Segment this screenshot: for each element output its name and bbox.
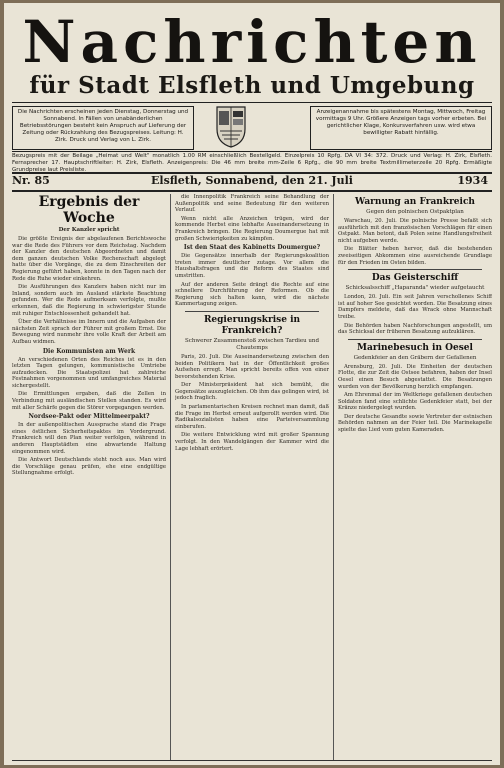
section-subhead: Nordsee-Pakt oder Mittelmeerpakt? xyxy=(28,413,150,421)
paragraph: Die weitere Entwicklung wird mit großer Spannung verfolgt. In den Wandelgängen der Kammer wird die Lage lebhaft erörtert. xyxy=(175,432,329,452)
column-divider xyxy=(333,194,334,760)
issue-number: Nr. 85 xyxy=(12,174,50,187)
paragraph: Am Ehrenmal der im Weltkriege gefallenen deutschen Soldaten fand eine schlichte Gedenkfeier statt, bei der Kränze niedergelegt wurden. xyxy=(338,392,492,412)
town-crest-icon xyxy=(214,103,248,149)
article-byline: Der Kanzler spricht xyxy=(58,227,120,233)
paragraph: Die Blätter heben hervor, daß die bestehenden zweiseitigen Abkommen eine ausreichende Grundlage für den Frieden im Osten bilden. xyxy=(338,246,492,266)
paragraph: Paris, 20. Juli. Die Auseinandersetzung zwischen den beiden Politikern hat in der Öffentlichkeit großes Aufsehen erregt. Man spricht bereits offen von einer bevorstehenden Krise. xyxy=(175,353,329,380)
column-3 xyxy=(338,194,492,762)
divider xyxy=(12,151,492,152)
paragraph: die Innenpolitik Frankreich seine Behandlung der Außenpolitik und seine Bedeutung für den weiteren Verlauf. xyxy=(175,194,329,214)
article-heading: Warnung an Frankreich xyxy=(355,197,475,207)
paragraph: Die Gegensätze innerhalb der Regierungskoalition treten immer deutlicher zutage. Vor allem die Haushaltsfragen und die Reform des Staates sind umstritten. xyxy=(175,253,329,279)
price-line: Bezugspreis mit der Beilage „Heimat und Welt" monatlich 1.00 RM einschließlich Bestellgeld. Einzelpreis 10 Rpfg. DA VI 34: 372. Druck und Verlag: H. Zirk, Elsfleth. Fernsprecher 17. Hauptschriftleiter: H. Zirk, Elsfleth. Anzeigenpreis: Die 46 mm breite mm-Zeile 6 Rpfg., die 90 mm breite Textmillimeterzeile 20 Rpfg. Ermäßigte Grundpreise laut Preisliste. xyxy=(12,153,492,173)
article-heading: Regierungskrise in Frankreich? xyxy=(203,314,301,336)
article-subheading: Gedenkfeier an den Gräbern der Gefallenen xyxy=(353,354,477,361)
paragraph: Die Behörden haben Nachforschungen angestellt, um das Schicksal der früheren Besatzung aufzuklären. xyxy=(338,322,492,336)
paragraph: Der deutsche Gesandte sowie Vertreter der estnischen Behörden nahmen an der Feier teil. Die Marinekapelle spielte das Lied vom guten Kameraden. xyxy=(338,413,492,434)
paragraph: Der Ministerpräsident hat sich bemüht, die Gegensätze auszugleichen. Ob ihm das gelingen wird, ist jedoch fraglich. xyxy=(175,382,329,402)
issue-year: 1934 xyxy=(457,174,488,187)
paragraph: Die Antwort Deutschlands steht noch aus. Man wird die Vorschläge genau prüfen, ehe eine endgültige Stellungnahme erfolgt. xyxy=(12,457,166,477)
paragraph: Arensburg, 20. Juli. Die Einheiten der deutschen Flotte, die zur Zeit die Ostsee befahren, haben der Insel Oesel einen Besuch abgestattet. Die Besatzungen wurden von der Bevölkerung herzlich empfangen. xyxy=(338,363,492,390)
issue-date: Elsfleth, Sonnabend, den 21. Juli xyxy=(151,174,353,187)
paragraph: An verschiedenen Orten des Reiches ist es in den letzten Tagen gelungen, kommunistische Umtriebe aufzudecken. Die Staatspolizei hat zahlreiche Festnahmen vorgenommen und umfangreiches Material sichergestellt. xyxy=(12,356,166,389)
paragraph: Auf der anderen Seite drängt die Rechte auf eine schnellere Durchführung der Reformen. Ob die Regierung sich halten kann, wird die nächste Kammertagung zeigen. xyxy=(175,281,329,308)
newspaper-page xyxy=(4,3,500,765)
column-divider xyxy=(170,194,171,760)
paragraph: Die Ausführungen des Kanzlers haben nicht nur im Inland, sondern auch im Ausland stärkste Beachtung gefunden. Wer die Rede aufmerksam verfolgte, mußte erkennen, daß die Regierung in schwierigster Stunde mit ruhiger Entschlossenheit gehandelt hat. xyxy=(12,284,166,317)
paragraph: In der außenpolitischen Aussprache stand die Frage eines östlichen Sicherheitspaktes im Vordergrund. Frankreich will den Plan weiter verfolgen, während in anderen Hauptstädten eine abwartende Haltung eingenommen wird. xyxy=(12,422,166,455)
paragraph: Die Ermittlungen ergaben, daß die Zellen in Verbindung mit ausländischen Stellen standen. Es wird mit aller Schärfe gegen die Störer vorgegangen werden. xyxy=(12,391,166,411)
paragraph: In parlamentarischen Kreisen rechnet man damit, daß die Frage im Herbst erneut aufgerollt werden wird. Die Radikalsozialisten haben eine Parteiversammlung einberufen. xyxy=(175,404,329,430)
divider xyxy=(348,269,482,270)
divider xyxy=(12,190,492,192)
article-subheading: Schicksalsschiff „Haparanda" wieder aufgetaucht xyxy=(345,285,485,292)
column-1 xyxy=(12,194,166,762)
article-heading: Das Geisterschiff xyxy=(371,273,459,284)
masthead-subtitle: für Stadt Elsfleth und Umgebung xyxy=(29,72,475,99)
paragraph: Warschau, 20. Juli. Die polnische Presse befaßt sich ausführlich mit den französischen Vorschlägen für einen Ostpakt. Man betont, daß Polen seine Handlungsfreiheit nicht aufgeben werde. xyxy=(338,218,492,244)
article-subheading: Schwerer Zusammenstoß zwischen Tardieu und Chautemps xyxy=(184,337,319,351)
paragraph: Über die Verhältnisse im Innern und die Aufgaben der nächsten Zeit sprach der Führer mit großem Ernst. Die Bewegung wird nunmehr ihre volle Kraft der Arbeit am Aufbau widmen. xyxy=(12,319,166,345)
section-subhead: Ist den Staat des Kabinetts Doumergue? xyxy=(183,244,321,252)
section-subhead: Die Kommunisten am Werk xyxy=(42,347,136,355)
info-box-left: Die Nachrichten erscheinen jeden Dienstag, Donnerstag und Sonnabend. In Fällen von unabänderlichen Betriebsstörungen besteht kein Anspruch auf Lieferung der Zeitung oder Rückzahlung des Bezugspreises. Leitung: H. Zirk. Druck und Verlag von L. Zirk. xyxy=(12,106,194,150)
divider xyxy=(12,102,492,103)
masthead-title: Nachrichten xyxy=(22,8,482,76)
divider xyxy=(185,311,319,312)
divider xyxy=(12,760,492,761)
info-box-right: Anzeigenannahme bis spätestens Montag, Mittwoch, Freitag vormittags 9 Uhr. Größere Anzeigen tags vorher erbeten. Bei gerichtlicher Klage, Konkursverfahren usw. wird etwa bewilligter Rabatt hinfällig. xyxy=(310,106,492,150)
dateline xyxy=(12,174,492,188)
paragraph: Die größte Ereignis der abgelaufenen Berichtswoche war die Rede des Führers vor dem Reichstag. Nachdem der Kanzler den deutschen Abgeordneten und damit dem ganzen deutschen Volke Rechenschaft abgelegt hatte über die Vorgänge, die zu dem Einschreiten der Regierung geführt haben, konnte in den Tagen nach der Rede die Ruhe wieder einkehren. xyxy=(12,236,166,282)
column-2 xyxy=(175,194,329,762)
paragraph: London, 20. Juli. Ein seit Jahren verschollenes Schiff ist auf hoher See gesichtet worden. Die Besatzung eines Dampfers meldete, daß das Wrack ohne Mannschaft treibe. xyxy=(338,294,492,320)
paragraph: Wenn nicht alle Anzeichen trügen, wird der kommende Herbst eine lebhafte Auseinandersetzung in Frankreich bringen. Die Regierung Doumergue hat mit großen Schwierigkeiten zu kämpfen. xyxy=(175,215,329,242)
divider xyxy=(348,339,482,340)
article-heading: Marinebesuch in Oesel xyxy=(357,342,473,353)
article-subheading: Gegen den polnischen Ostpaktplan xyxy=(366,209,464,215)
article-heading: Ergebnis der Woche xyxy=(38,194,140,226)
